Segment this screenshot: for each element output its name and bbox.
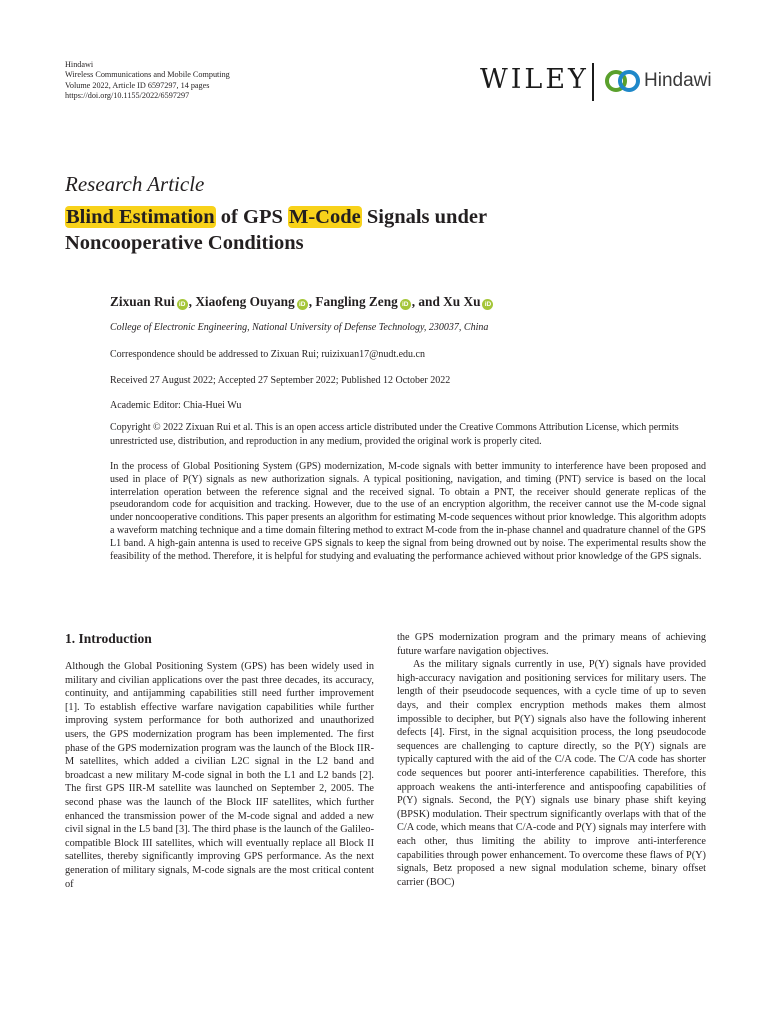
article-title xyxy=(65,204,685,256)
orcid-icon[interactable]: iD xyxy=(400,299,411,310)
body-column-right xyxy=(397,631,706,889)
publisher-logos xyxy=(480,60,710,104)
publisher-name: Hindawi xyxy=(65,60,94,69)
publication-dates: Received 27 August 2022; Accepted 27 September 2022; Published 12 October 2022 xyxy=(110,375,451,386)
correspondence: Correspondence should be addressed to Zixuan Rui; ruizixuan17@nudt.edu.cn xyxy=(110,349,425,360)
journal-name: Wireless Communications and Mobile Computing xyxy=(65,70,230,80)
article-type: Research Article xyxy=(65,172,205,196)
orcid-icon[interactable]: iD xyxy=(482,299,493,310)
highlight-m-code: M-Code xyxy=(289,206,361,228)
affiliation: College of Electronic Engineering, National University of Defense Technology, 230037, China xyxy=(110,322,489,333)
paragraph: the GPS modernization program and the primary means of achieving future warfare navigation objectives. xyxy=(397,632,706,657)
copyright-notice: Copyright © 2022 Zixuan Rui et al. This is an open access article distributed under the Creative Commons Attribution License, which permits unrestricted use, distribution, and reproduction in any medium, provided the original work is properly cited. xyxy=(110,422,679,447)
author-name[interactable]: , Fangling Zeng xyxy=(308,294,398,309)
logo-divider xyxy=(592,63,594,101)
journal-metadata xyxy=(65,60,230,102)
author-name[interactable]: Zixuan Rui xyxy=(110,294,175,309)
abstract: In the process of Global Positioning System (GPS) modernization, M-code signals with better immunity to interference have been proposed and used in place of P(Y) signals as new authorization signals. A typical positioning, navigation, and timing (PNT) service is based on the local interrelation operation between the reference signal and the received signal. To obtain a PNT, the receiver should generate replicas of the pseudorandom code for acquisition and tracking. However, due to the use of an encryption algorithm, the receiver cannot use the M-code signal under noncooperative conditions. This paper presents an algorithm for estimating M-code sequences without prior knowledge. This algorithm adopts a waveform matching technique and a time domain filtering method to extract M-code from the in-phase channel and quadrature channel of the GPS L1 band. A high-gain antenna is used to receive GPS signals to keep the signal from being drowned out by noise. The experimental results show the feasibility of the method. Therefore, it is helpful for studying and evaluating the performance achieved without prior knowledge of the GPS signals. xyxy=(110,461,706,562)
title-segment: Signals under xyxy=(361,206,488,228)
title-segment: of GPS xyxy=(215,206,288,228)
body-column-left xyxy=(65,660,374,891)
hindawi-rings-icon xyxy=(604,69,642,93)
author-list xyxy=(110,294,494,310)
orcid-icon[interactable]: iD xyxy=(177,299,188,310)
paragraph: As the military signals currently in use, P(Y) signals have provided high-accuracy navigation and positioning services for military users. The length of their pseudocode sequences, with a cycle time of up to seven days, and their complex encryption methods makes them almost impossible to decipher, but P(Y) signals also have the following inherent defects [4]. First, in the signal acquisition process, the long pseudocode sequences are challenging to capture directly, so the P(Y) signals are typically captured with the aid of the C/A code. The C/A code has shorter code sequences but poorer anti-interference capabilities. Therefore, this approach weakens the anti-interference and antispoofing capabilities of P(Y) signals. Second, the P(Y) signals use binary phase shift keying (BPSK) modulation. Their spectrum significantly overlaps with that of the C/A code, which means that C/A-code and P(Y) signals may interfere with each other, thus limiting the ability to improve anti-interference capabilities through power enhancement. To overcome these flaws of P(Y) signals, Betz proposed a new signal modulation scheme, binary offset carrier (BOC) xyxy=(397,659,706,888)
highlight-blind-estimation: Blind Estimation xyxy=(66,206,215,228)
paragraph: Although the Global Positioning System (GPS) has been widely used in military and civilian applications over the past three decades, its accuracy, continuity, and antijamming capabilities still need further improvement [1]. To establish effective warfare navigation capabilities while further improving system performance for both authorized and unauthorized users, the GPS modernization program has been implemented. The first phase of the GPS modernization program was the launch of the Block IIR-M satellites, which added a civilian L2C signal in the L2 band and broadcast a new military M-code signal in both the L1 and L2 bands [2]. The first GPS IIR-M satellite was launched on September 2, 2005. The second phase was the launch of the Block IIF satellites, which further enhanced the transmission power of the M-code signal and added a new civil signal in the L5 band [3]. The third phase is the launch of the Galileo-compatible Block III satellites, which will eventually replace all Block II satellites, thereby significantly improving GPS performance. As the next generation of military signals, M-code signals are the most critical content of xyxy=(65,661,374,890)
doi-link[interactable]: https://doi.org/10.1155/2022/6597297 xyxy=(65,91,190,101)
wiley-logo: WILEY xyxy=(480,64,589,95)
hindawi-logo-text: Hindawi xyxy=(644,70,712,91)
author-name[interactable]: , Xiaofeng Ouyang xyxy=(188,294,295,309)
title-line-2: Noncooperative Conditions xyxy=(65,232,304,254)
section-heading-introduction: 1. Introduction xyxy=(65,631,152,646)
academic-editor: Academic Editor: Chia-Huei Wu xyxy=(110,400,242,411)
volume-line: Volume 2022, Article ID 6597297, 14 pages xyxy=(65,80,210,90)
orcid-icon[interactable]: iD xyxy=(297,299,308,310)
author-name[interactable]: , and Xu Xu xyxy=(411,294,481,309)
